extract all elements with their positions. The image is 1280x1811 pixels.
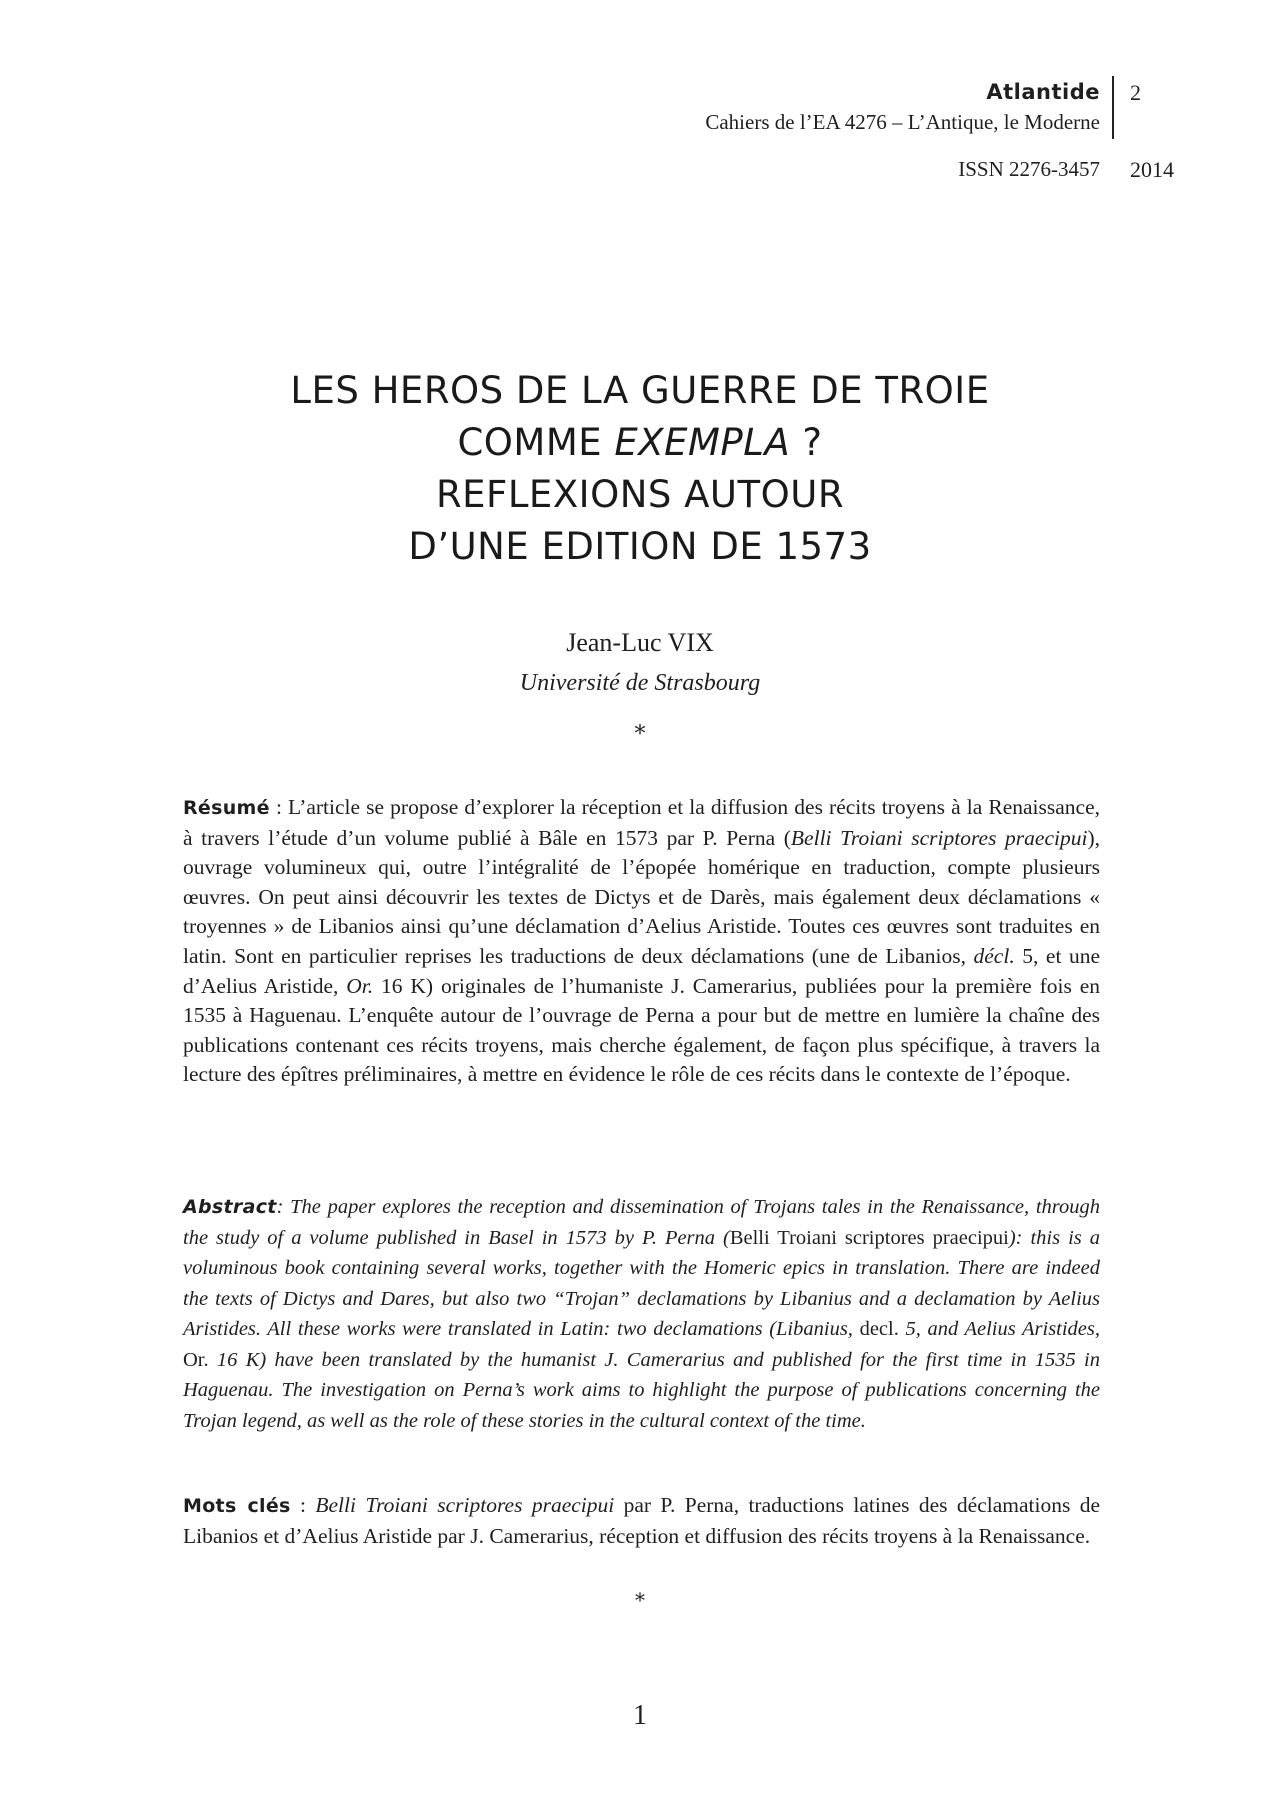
resume-label: Résumé bbox=[183, 797, 270, 819]
keywords-label: Mots clés bbox=[183, 1495, 291, 1517]
running-header bbox=[0, 0, 1280, 200]
issn: ISSN 2276-3457 bbox=[958, 157, 1100, 181]
journal-subtitle: Cahiers de l’EA 4276 – L’Antique, le Moderne bbox=[705, 110, 1100, 134]
separator-star-bottom: * bbox=[635, 1588, 645, 1612]
title-italic-word: EXEMPLA bbox=[614, 421, 791, 464]
title-line-3: REFLEXIONS AUTOUR bbox=[435, 473, 845, 516]
author-affiliation: Université de Strasbourg bbox=[519, 670, 761, 696]
title-line-4: D’UNE EDITION DE 1573 bbox=[408, 525, 872, 568]
year: 2014 bbox=[1130, 157, 1174, 182]
article-title bbox=[140, 365, 1140, 573]
title-line-2: COMME EXEMPLA ? bbox=[457, 421, 823, 464]
separator-star: * bbox=[634, 722, 646, 747]
header-divider bbox=[1112, 76, 1114, 139]
author-name: Jean-Luc VIX bbox=[566, 628, 714, 657]
resume-paragraph: Résumé : L’article se propose d’explorer la réception et la diffusion des récits troyens à la Renaissance, à travers l’étude d’un volume publié à Bâle en 1573 par P. Perna (Belli Troiani scriptores praecipui), ouvrage volumineux qui, outre l’intégralité de l’épopée homérique en traduction, compte plusieurs œuvres. On peut ainsi découvrir les textes de Dictys et de Darès, mais également deux déclamations « troyennes » de Libanios ainsi qu’une déclamation d’Aelius Aristide. Toutes ces œuvres sont traduites en latin. Sont en particulier reprises les traductions de deux déclamations (une de Libanios, décl. 5, et une d’Aelius Aristide, Or. 16 K) originales de l’humaniste J. Camerarius, publiées pour la première fois en 1535 à Haguenau. L’enquête autour de l’ouvrage de Perna a pour but de mettre en lumière la chaîne des publications contenant ces récits troyens, mais cherche également, de façon plus spécifique, à travers la lecture des épîtres préliminaires, à mettre en évidence le rôle de ces récits dans le contexte de l’époque. bbox=[183, 795, 1101, 1087]
abstract-label: Abstract bbox=[183, 1196, 277, 1218]
title-line-1: LES HEROS DE LA GUERRE DE TROIE bbox=[290, 369, 990, 412]
journal-name: Atlantide bbox=[986, 80, 1100, 104]
issue-number: 2 bbox=[1130, 80, 1141, 105]
abstract-paragraph: Abstract: The paper explores the reception and dissemination of Trojans tales in the Renaissance, through the study of a volume published in Basel in 1573 by P. Perna (Belli Troiani scriptores praecipui): this is a voluminous book containing several works, together with the Homeric epics in translation. There are indeed the texts of Dictys and Dares, but also two “Trojan” declamations by Libanius and a declamation by Aelius Aristides. All these works were translated in Latin: two declamations (Libanius, decl. 5, and Aelius Aristides, Or. 16 K) have been translated by the humanist J. Camerarius and published for the first time in 1535 in Haguenau. The investigation on Perna’s work aims to highlight the purpose of publications concerning the Trojan legend, as well as the role of these stories in the cultural context of the time. bbox=[183, 1196, 1101, 1432]
keywords-paragraph: Mots clés : Belli Troiani scriptores praecipui par P. Perna, traductions latines des déclamations de Libanios et d’Aelius Aristide par J. Camerarius, réception et diffusion des récits troyens à la Renaissance. bbox=[183, 1493, 1100, 1548]
page-number: 1 bbox=[633, 1700, 647, 1731]
